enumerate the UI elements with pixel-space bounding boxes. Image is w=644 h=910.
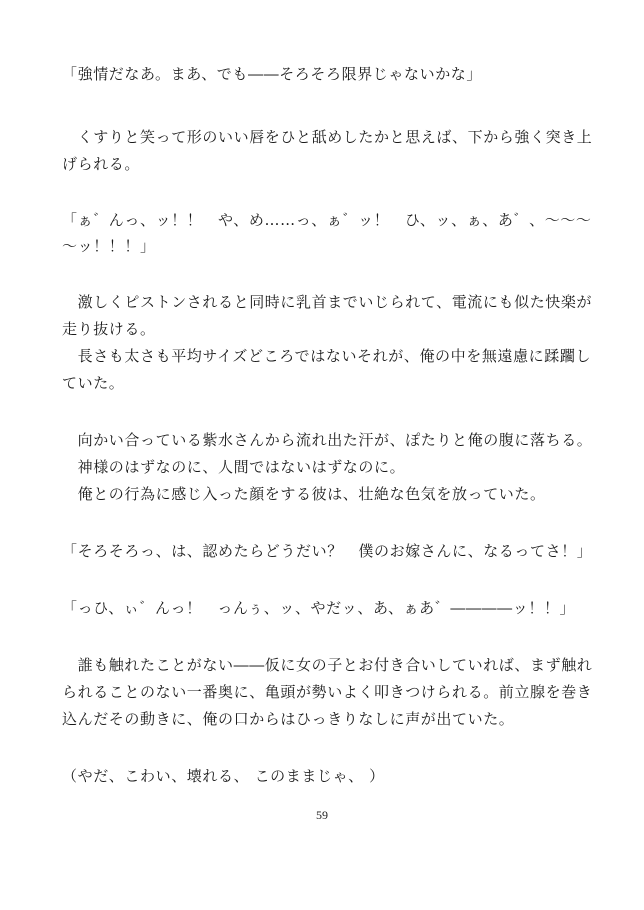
text-line: 「っひ、ぃ゛んっ！ っんぅ、ッ、やだッ、あ、ぁあ゛――――ッ！！」: [62, 599, 576, 617]
text-line: 込んだその動きに、俺の口からはひっきりなしに声が出ていた。: [62, 710, 515, 728]
text-line: （やだ、こわい、壊れる、 このままじゃ、 ）: [62, 767, 385, 785]
text-line: ていた。: [62, 374, 125, 392]
text-line: 激しくピストンされると同時に乳首までいじられて、電流にも似た快楽が: [62, 293, 593, 311]
text-line: 「強情だなあ。まあ、でも――そろそろ限界じゃないかな」: [62, 65, 483, 83]
text-line: くすりと笑って形のいい唇をひと舐めしたかと思えば、下から強く突き上: [62, 128, 593, 146]
text-line: 向かい合っている紫水さんから流れ出た汗が、ぽたりと俺の腹に落ちる。: [62, 431, 593, 449]
text-line: 長さも太さも平均サイズどころではないそれが、俺の中を無遠慮に蹂躙し: [62, 347, 592, 365]
page-number: 59: [316, 808, 328, 822]
text-line: 神様のはずなのに、人間ではないはずなのに。: [62, 458, 406, 476]
text-line: 走り抜ける。: [62, 320, 156, 338]
text-line: られることのない一番奥に、亀頭が勢いよく叩きつけられる。前立腺を巻き: [62, 683, 593, 701]
text-line: 「ぁ゛んっ、ッ！！ や、め……っ、ぁ゛ッ！ ひ、ッ、ぁ、あ゛、～～～: [62, 211, 592, 229]
text-line: 誰も触れたことがない――仮に女の子とお付き合いしていれば、まず触れ: [62, 656, 593, 674]
text-line: ～ッ！！！」: [62, 237, 156, 255]
text-line: 俺との行為に感じ入った顔をする彼は、壮絶な色気を放っていた。: [62, 485, 546, 503]
text-line: 「そろそろっ、は、認めたらどうだい？ 僕のお嫁さんに、なるってさ！」: [62, 542, 593, 560]
text-line: げられる。: [62, 155, 141, 173]
